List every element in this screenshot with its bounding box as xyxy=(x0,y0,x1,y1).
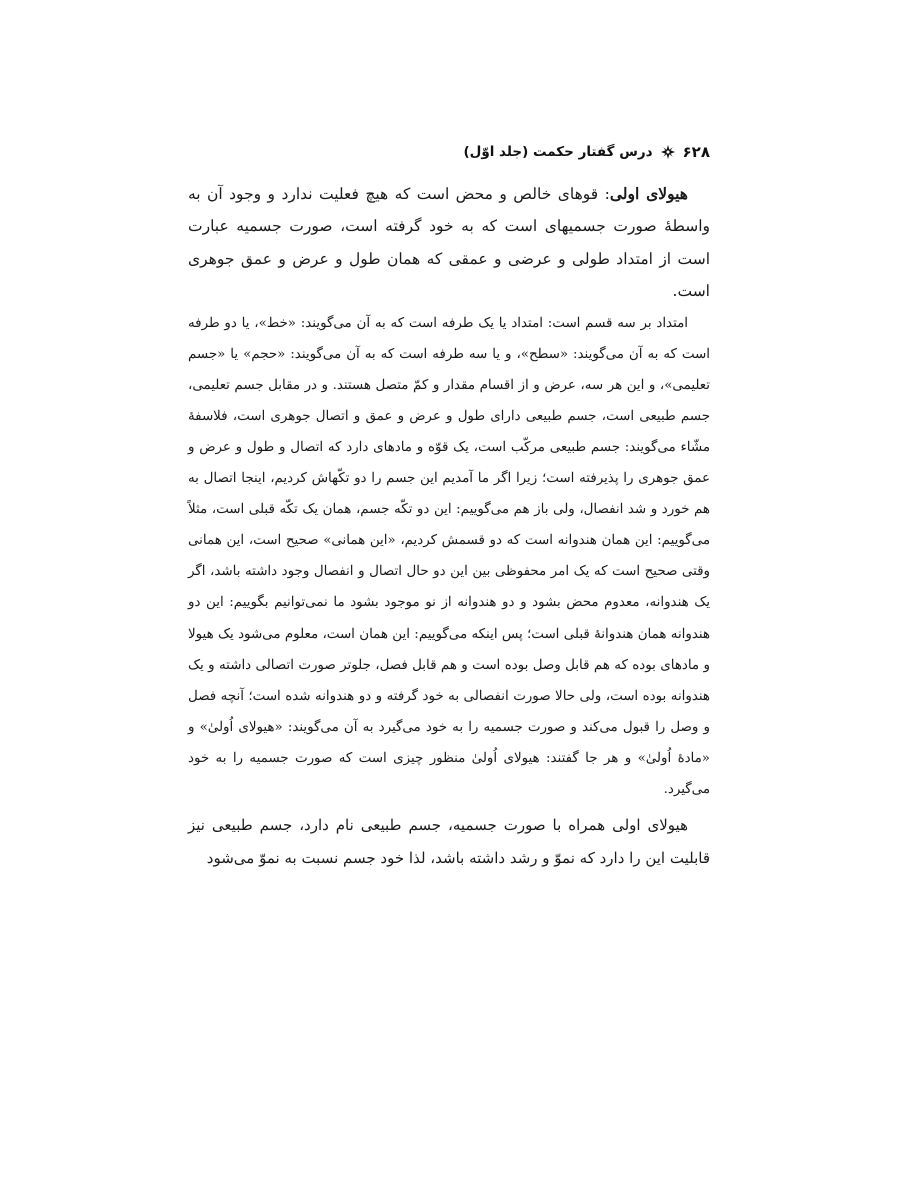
lead-term: هیولای اولی xyxy=(609,184,688,203)
running-title: درس گفتار حکمت (جلد اوّل) xyxy=(463,144,653,160)
main-paragraph: امتداد بر سه قسم است: امتداد یا یک طرفه است که به آن می‌گویند: «خط»، یا دو طرفه است که به آن می‌گویند: «سطح»، و یا سه طرفه است که به آن می‌گویند: «حجم» یا «جسم تعلیمی»، و این هر سه، عرض و از اقسام مقدار و کمّ متصل هستند. و در مقابل جسم تعلیمی، جسم طبیعی است، جسم طبیعی دارای طول و عرض و عمق و اتصال جوهری است، فلاسفهٔ مشّاء می‌گویند: جسم طبیعی مرکّب است، یک قوّه و مادهای دارد که اتصال و طول و عرض و عمق جوهری را پذیرفته است؛ زیرا اگر ما آمدیم این جسم را دو تکّهاش کردیم، اینجا اتصال به هم خورد و شد انفصال، ولی باز هم می‌گوییم: این دو تکّه جسم، همان یک تکّه قبلی است، مثلاً می‌گوییم: این همان هندوانه است که دو قسمش کردیم، «این همانی» صحیح است، این همانی وقتی صحیح است که یک امر محفوظی بین این دو حال اتصال و انفصال وجود داشته باشد، اگر یک هندوانه، معدوم محض بشود و دو هندوانه از نو موجود بشود ما نمی‌توانیم بگوییم: این دو هندوانه همان هندوانهٔ قبلی است؛ پس اینکه می‌گوییم: این همان است، معلوم می‌شود یک هیولا و مادهای بوده که هم قابل وصل بوده است و هم قابل فصل، جلوتر صورت اتصالی داشته و یک هندوانه بوده است، ولی حالا صورت انفصالی به خود گرفته و دو هندوانه شده است؛ آنچه فصل و وصل را قبول می‌کند و صورت جسمیه را به خود می‌گیرد به آن می‌گویند: «هیولای اُولیٰ» و «مادهٔ اُولیٰ» و هر جا گفتند: هیولای اُولیٰ منظور چیزی است که صورت جسمیه را به خود می‌گیرد. xyxy=(188,315,710,798)
page-header xyxy=(185,139,710,165)
closing-paragraph: هیولای اولی همراه با صورت جسمیه، جسم طبیعی نام دارد، جسم طبیعی نیز قابلیت این را دارد که نموّ و رشد داشته باشد، لذا خود جسم نسبت به نموّ می‌شود xyxy=(188,816,710,867)
lead-text: : قوهای خالص و محض است که هیچ فعلیت ندارد و وجود آن به واسطهٔ صورت جسمیهای است که به خود گرفته است، صورت جسمیه عبارت است از امتداد طولی و عرضی و عمقی که همان طول و عرض و عمق جوهری است. xyxy=(188,185,710,301)
lead-paragraph xyxy=(188,178,710,308)
page-body xyxy=(188,178,710,874)
star-ornament-icon xyxy=(661,145,675,159)
page-number: ۶۲۸ xyxy=(682,143,710,161)
